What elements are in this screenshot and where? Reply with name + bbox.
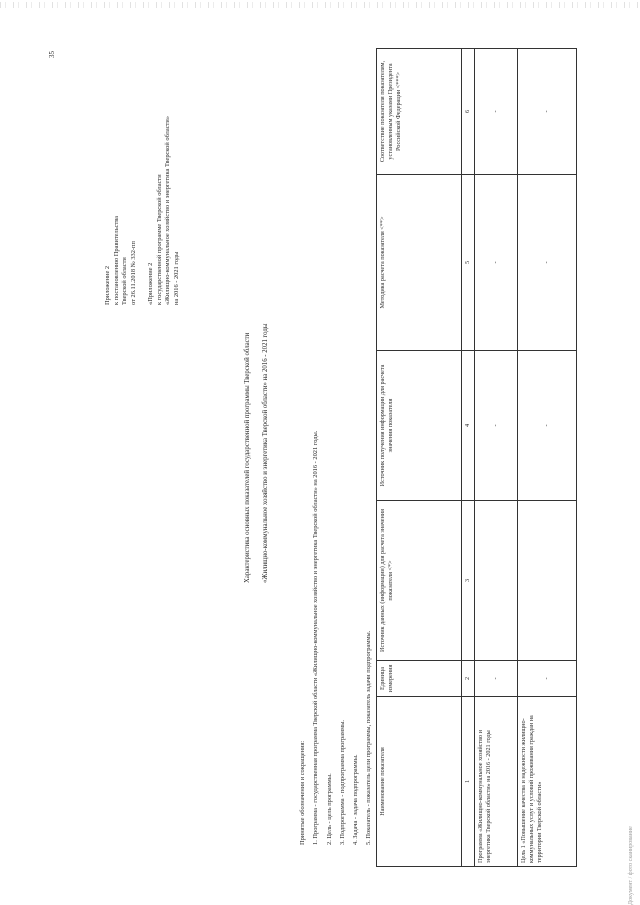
appendix-line: к государственной программе Тверской области [155,174,163,305]
header-cell: Источник данных (информации) для расчета значения показателя <*> [377,501,462,661]
scan-footer-note: Документ / фото сканирование [628,826,634,905]
document-title-line-2: «Жилищно-коммунальное хозяйство и энергетика Тверской области» на 2016 - 2021 годы [262,323,269,583]
appendix-line: «Жилищно-коммунальное хозяйство и энергетика Тверской области» [164,116,172,305]
document-title-line-1: Характеристика основных показателей государственной программы Тверской области [244,332,251,583]
column-number-row [462,49,475,867]
table-cell [475,501,518,661]
appendix-line: на 2016 - 2021 годы [172,251,180,305]
indicator-name: Цель 1 «Повышение качества и надежности жилищно-коммунальных услуг и условий проживания граждан на территории Тверской области» [518,697,577,867]
table-cell: - [475,49,518,175]
appendix-line: Тверской области [121,257,129,305]
table-cell: - [475,351,518,501]
appendix-line: от 26.11.2018 № 332-пп [129,241,137,305]
appendix-line [138,45,147,305]
abbreviation-item: 5. Показатель - показатель цели программы, показатель задачи подпрограммы. [365,630,373,845]
table-cell: - [518,351,577,501]
table-row [475,49,518,867]
table-header-row [377,49,462,867]
appendix-line: «Приложение 2 [146,262,154,305]
header-cell: Соответствие показателя показателям, установленным указами Президента Российской Федерации <***> [377,49,462,175]
table-cell: - [518,661,577,697]
appendix-block [104,45,181,305]
abbreviations-block [296,385,376,845]
table-row [518,49,577,867]
table-cell: - [475,661,518,697]
appendix-line: Приложение 2 [104,265,111,305]
table-cell: - [475,175,518,351]
indicator-name: Программа «Жилищно-коммунальное хозяйство и энергетика Тверской области» на 2016 - 2021 годы [475,697,518,867]
abbreviation-item: 3. Подпрограмма - подпрограмма программы. [338,719,346,845]
column-number: 2 [462,661,475,697]
table-cell: - [518,175,577,351]
indicators-table [376,48,577,867]
abbreviation-item: 4. Задача - задача подпрограммы. [352,754,360,845]
column-number: 4 [462,351,475,501]
page-number: 35 [48,51,56,58]
abbreviations-heading: Принятые обозначения и сокращения: [299,740,306,845]
abbreviation-item: 1. Программа - государственная программа Тверской области «Жилищно-коммунальное хозяйство и энергетика Тверской области» на 2016 - 2021 годы. [312,430,320,845]
column-number: 6 [462,49,475,175]
column-number: 3 [462,501,475,661]
appendix-line: к постановлению Правительства [112,215,120,305]
abbreviation-item: 2. Цель - цель программы. [325,773,333,845]
table-cell: - [518,49,577,175]
table-cell [518,501,577,661]
column-number: 5 [462,175,475,351]
header-cell: Методика расчета показателя <**> [377,175,462,351]
column-number: 1 [462,697,475,867]
header-cell: Источник получения информации для расчета значения показателя [377,351,462,501]
header-cell: Единица измерения [377,661,462,697]
header-cell: Наименование показателя [377,697,462,867]
